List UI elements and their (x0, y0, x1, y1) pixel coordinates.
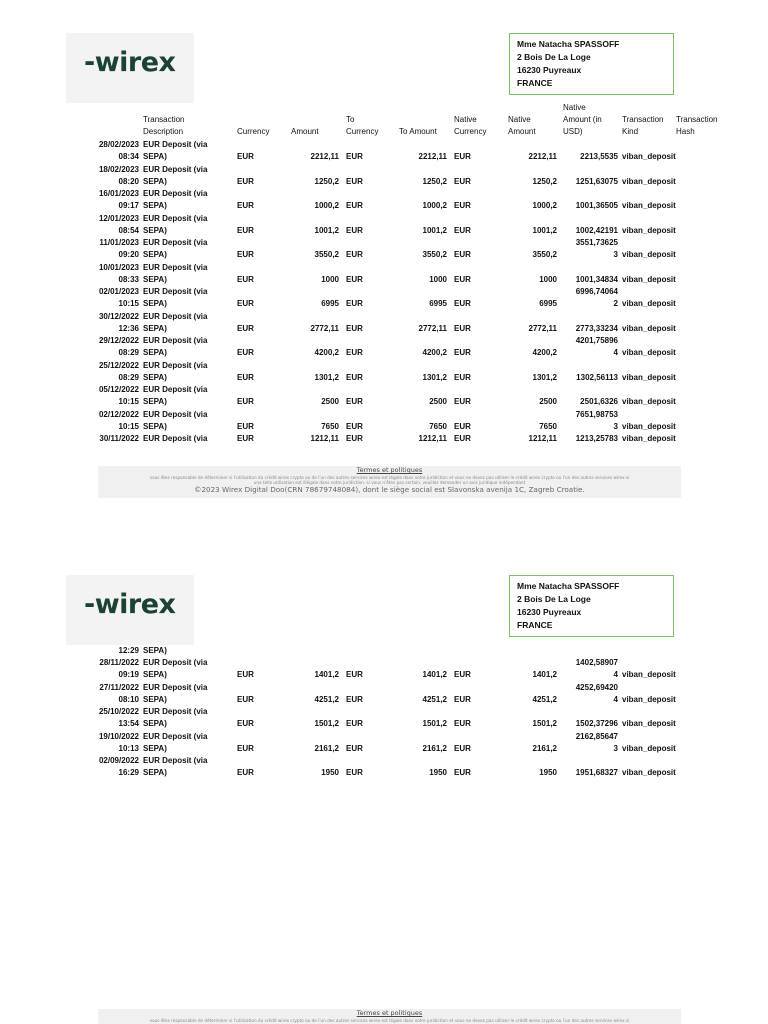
row-time: 09:20 (118, 250, 139, 259)
row-to-amount: 1301,2 (422, 372, 447, 382)
row-currency: EUR (237, 348, 254, 357)
row-to-amount: 1000 (429, 274, 447, 284)
row-native-usd-cont: 1002,42191 (575, 225, 618, 235)
header-native-currency-line1: Native (454, 115, 477, 124)
row-amount: 2161,2 (314, 743, 339, 753)
disclaimer-line1-page2: vous êtes responsable de déterminer si l'utilisation du crédit wirex crypto ou de l'un des autres services wirex est légale dans votre juridiction et vous ne devez pas utiliser le crédit wirex crypto ou l'un des autres services wirex si (149, 1018, 630, 1023)
row-native-currency: EUR (454, 176, 471, 186)
row-native-usd-cont: 2773,33234 (575, 323, 618, 333)
row-kind: viban_deposit (622, 225, 676, 235)
row-time: 10:15 (118, 397, 139, 406)
row-description: EUR Deposit (via (143, 311, 208, 321)
row-to-amount: 7650 (429, 421, 447, 431)
row-description-cont: SEPA) (143, 152, 167, 161)
continued-time: 12:29 (118, 646, 139, 655)
row-to-amount: 1401,2 (422, 670, 447, 679)
row-description-cont: SEPA) (143, 299, 167, 308)
row-native-amount: 6995 (539, 299, 557, 308)
row-to-currency: EUR (346, 152, 363, 161)
row-native-currency: EUR (454, 299, 471, 308)
row-native-usd: 1402,58907 (575, 658, 618, 667)
row-time: 08:33 (118, 274, 139, 284)
row-native-amount: 3550,2 (532, 250, 557, 259)
table-row (83, 657, 768, 682)
row-kind: viban_deposit (622, 694, 676, 704)
row-native-amount: 1000 (539, 274, 557, 284)
row-native-amount: 1950 (539, 768, 557, 777)
row-description: EUR Deposit (via (143, 756, 208, 765)
row-description: EUR Deposit (via (143, 262, 208, 272)
row-currency: EUR (237, 323, 254, 333)
row-description-cont: SEPA) (143, 743, 167, 753)
row-description-cont: SEPA) (143, 421, 167, 431)
row-native-amount: 2212,11 (528, 152, 557, 161)
header-description-line2: Description (143, 127, 184, 136)
row-currency: EUR (237, 397, 254, 406)
row-to-amount: 1501,2 (422, 719, 447, 728)
row-native-amount: 1401,2 (532, 670, 557, 679)
row-date: 02/09/2022 (98, 756, 139, 765)
table-row (83, 164, 768, 189)
row-native-usd-cont: 2 (613, 299, 618, 308)
table-row (83, 213, 768, 238)
row-description: EUR Deposit (via (143, 336, 208, 345)
row-native-usd-cont: 1001,36505 (575, 201, 618, 210)
row-native-currency: EUR (454, 434, 471, 443)
row-native-usd-cont: 4 (613, 348, 618, 357)
row-native-currency: EUR (454, 768, 471, 777)
row-description: EUR Deposit (via (143, 360, 208, 370)
row-description-cont: SEPA) (143, 348, 167, 357)
row-currency: EUR (237, 670, 254, 679)
row-time: 13:54 (118, 719, 139, 728)
row-to-amount: 4251,2 (422, 694, 447, 704)
row-native-currency: EUR (454, 225, 471, 235)
row-native-amount: 1212,11 (528, 434, 557, 443)
row-native-currency: EUR (454, 719, 471, 728)
row-date: 12/01/2023 (98, 213, 139, 223)
row-amount: 4251,2 (314, 694, 339, 704)
row-native-amount: 1301,2 (532, 372, 557, 382)
row-description: EUR Deposit (via (143, 682, 208, 692)
row-to-amount: 2500 (429, 397, 447, 406)
row-description: EUR Deposit (via (143, 213, 208, 223)
row-time: 10:13 (118, 743, 139, 753)
row-to-amount: 3550,2 (422, 250, 447, 259)
row-native-currency: EUR (454, 201, 471, 210)
row-to-amount: 2212,11 (418, 152, 447, 161)
transactions-table (83, 102, 743, 452)
table-row (83, 706, 768, 731)
row-amount: 1950 (321, 768, 339, 777)
row-date: 18/02/2023 (98, 164, 139, 174)
row-kind: viban_deposit (622, 421, 676, 431)
row-to-amount: 4200,2 (422, 348, 447, 357)
row-kind: viban_deposit (622, 670, 676, 679)
row-date: 16/01/2023 (98, 189, 139, 198)
row-date: 27/11/2022 (99, 682, 139, 692)
wirex-logo-page2: -wirex (84, 589, 176, 620)
row-currency: EUR (237, 152, 254, 161)
header-to-currency-line1: To (346, 115, 355, 124)
table-row (83, 139, 768, 164)
row-native-amount: 4200,2 (532, 348, 557, 357)
row-native-currency: EUR (454, 421, 471, 431)
row-native-usd-cont: 4 (613, 670, 618, 679)
row-native-usd: 2162,85647 (575, 731, 618, 741)
row-amount: 2212,11 (310, 152, 339, 161)
row-description-cont: SEPA) (143, 670, 167, 679)
row-currency: EUR (237, 743, 254, 753)
header-native-amount-line1: Native (508, 115, 531, 124)
row-native-usd-cont: 1502,37296 (575, 719, 618, 728)
row-native-usd: 3551,73625 (575, 238, 618, 247)
row-to-currency: EUR (346, 719, 363, 728)
row-date: 19/10/2022 (98, 731, 139, 741)
row-date: 05/12/2022 (98, 385, 139, 394)
row-native-usd-cont: 4 (613, 694, 618, 704)
header-native-usd-line3: USD) (563, 127, 583, 136)
row-currency: EUR (237, 299, 254, 308)
row-to-currency: EUR (346, 348, 363, 357)
row-native-amount: 2500 (539, 397, 557, 406)
row-to-currency: EUR (346, 743, 363, 753)
row-date: 30/12/2022 (98, 311, 139, 321)
table-row (83, 409, 768, 434)
row-native-usd: 7651,98753 (575, 409, 618, 419)
disclaimer-line2: une telle utilisation est illégale dans votre juridiction. si vous n'êtes pas certain, veuillez demander un avis juridique indépendant (253, 480, 526, 485)
row-native-currency: EUR (454, 372, 471, 382)
row-currency: EUR (237, 274, 254, 284)
row-to-currency: EUR (346, 372, 363, 382)
row-amount: 1401,2 (314, 670, 339, 679)
row-to-currency: EUR (346, 670, 363, 679)
recipient-city: 16230 Puyreaux (517, 607, 582, 617)
recipient-city: 16230 Puyreaux (517, 65, 582, 75)
row-date: 10/01/2023 (98, 262, 139, 272)
header-hash-line1: Transaction (676, 115, 718, 124)
row-date: 02/12/2022 (98, 409, 139, 419)
table-row (83, 731, 768, 756)
header-to-currency-line2: Currency (346, 127, 379, 136)
table-row (83, 384, 768, 409)
row-native-usd: 4201,75896 (575, 336, 618, 345)
row-native-usd-cont: 1302,56113 (576, 372, 618, 382)
row-date: 11/01/2023 (99, 238, 139, 247)
table-row (83, 286, 768, 311)
row-native-amount: 1000,2 (532, 201, 557, 210)
row-to-amount: 1950 (429, 768, 447, 777)
row-date: 02/01/2023 (98, 287, 139, 296)
header-to-amount: To Amount (399, 127, 437, 136)
row-native-currency: EUR (454, 670, 471, 679)
row-currency: EUR (237, 694, 254, 704)
row-description: EUR Deposit (via (143, 287, 208, 296)
row-time: 08:34 (118, 152, 139, 161)
row-native-amount: 1501,2 (532, 719, 557, 728)
recipient-country: FRANCE (517, 78, 553, 88)
row-description-cont: SEPA) (143, 719, 167, 728)
row-description-cont: SEPA) (143, 176, 167, 186)
row-native-usd: 1213,25783 (575, 434, 618, 443)
row-description: EUR Deposit (via (143, 731, 208, 741)
row-kind: viban_deposit (622, 201, 676, 210)
row-date: 30/11/2022 (99, 434, 139, 443)
row-to-currency: EUR (346, 434, 363, 443)
row-kind: viban_deposit (622, 323, 676, 333)
row-to-currency: EUR (346, 299, 363, 308)
row-time: 10:15 (118, 421, 139, 431)
recipient-address-box-page2 (509, 575, 674, 637)
row-description: EUR Deposit (via (143, 238, 208, 247)
row-currency: EUR (237, 176, 254, 186)
row-amount: 3550,2 (314, 250, 339, 259)
row-description: EUR Deposit (via (143, 140, 208, 149)
row-currency: EUR (237, 434, 254, 443)
row-currency: EUR (237, 201, 254, 210)
row-to-amount: 2772,11 (418, 323, 447, 333)
row-time: 09:19 (118, 670, 139, 679)
row-kind: viban_deposit (622, 768, 676, 777)
recipient-country: FRANCE (517, 620, 553, 630)
row-native-currency: EUR (454, 397, 471, 406)
wirex-logo-box (66, 33, 194, 103)
terms-link-page2[interactable]: Termes et politiques (356, 1009, 423, 1017)
row-description: EUR Deposit (via (143, 409, 208, 419)
row-amount: 1001,2 (314, 225, 339, 235)
row-native-currency: EUR (454, 274, 471, 284)
row-kind: viban_deposit (622, 348, 676, 357)
recipient-street: 2 Bois De La Loge (517, 52, 591, 62)
recipient-address-box (509, 33, 674, 95)
row-amount: 2500 (321, 397, 339, 406)
row-time: 16:29 (118, 768, 139, 777)
row-kind: viban_deposit (622, 743, 676, 753)
row-description: EUR Deposit (via (143, 385, 208, 394)
row-kind: viban_deposit (622, 274, 676, 284)
row-native-currency: EUR (454, 694, 471, 704)
row-to-amount: 1250,2 (422, 176, 447, 186)
header-description-line1: Transaction (143, 115, 185, 124)
row-amount: 4200,2 (314, 348, 339, 357)
row-description: EUR Deposit (via (143, 707, 208, 716)
row-description-cont: SEPA) (143, 225, 167, 235)
row-native-usd-cont: 2213,5535 (580, 152, 618, 161)
header-kind-line2: Kind (622, 127, 639, 136)
row-amount: 6995 (321, 299, 339, 308)
recipient-name: Mme Natacha SPASSOFF (517, 39, 620, 49)
row-native-amount: 2772,11 (528, 323, 557, 333)
row-native-usd-cont: 3 (613, 743, 618, 753)
row-date: 28/11/2022 (99, 658, 139, 667)
row-native-usd-cont: 3 (613, 421, 618, 431)
row-time: 10:15 (118, 299, 139, 308)
row-time: 08:54 (118, 225, 139, 235)
row-description-cont: SEPA) (143, 694, 167, 704)
row-native-currency: EUR (454, 743, 471, 753)
row-native-usd: 6996,74064 (575, 287, 618, 296)
row-kind: viban_deposit (622, 250, 676, 259)
table-row (83, 755, 768, 780)
row-native-usd-cont: 1951,68327 (575, 768, 618, 777)
row-to-amount: 1001,2 (422, 225, 447, 235)
row-currency: EUR (237, 250, 254, 259)
row-kind: viban_deposit (622, 719, 676, 728)
row-kind: viban_deposit (622, 397, 676, 406)
header-native-usd-line1: Native (563, 103, 586, 112)
row-to-currency: EUR (346, 397, 363, 406)
row-native-amount: 1250,2 (532, 176, 557, 186)
row-to-currency: EUR (346, 421, 363, 431)
row-amount: 1301,2 (314, 372, 339, 382)
row-native-usd-cont: 1001,34834 (575, 274, 618, 284)
header-hash-line2: Hash (676, 127, 695, 136)
row-native-amount: 2161,2 (532, 743, 557, 753)
row-to-amount: 2161,2 (422, 743, 447, 753)
row-currency: EUR (237, 719, 254, 728)
table-row (83, 433, 768, 458)
row-amount: 1250,2 (314, 176, 339, 186)
row-amount: 7650 (321, 421, 339, 431)
table-row (83, 682, 768, 707)
header-native-currency-line2: Currency (454, 127, 487, 136)
row-native-amount: 4251,2 (532, 694, 557, 704)
row-description: EUR Deposit (via (143, 189, 208, 198)
row-native-amount: 1001,2 (532, 225, 557, 235)
row-native-usd-cont: 1251,63075 (575, 176, 618, 186)
row-amount: 2772,11 (310, 323, 339, 333)
row-description-cont: SEPA) (143, 768, 167, 777)
page2-footer (98, 1009, 681, 1024)
row-time: 08:29 (118, 348, 139, 357)
row-kind: viban_deposit (622, 176, 676, 186)
row-time: 12:36 (118, 323, 139, 333)
row-currency: EUR (237, 768, 254, 777)
row-amount: 1501,2 (314, 719, 339, 728)
page1-footer (98, 466, 681, 498)
row-native-currency: EUR (454, 323, 471, 333)
row-amount: 1000,2 (314, 201, 339, 210)
row-description-cont: SEPA) (143, 397, 167, 406)
row-description-cont: SEPA) (143, 274, 167, 284)
wirex-logo-box-page2 (66, 575, 194, 645)
table-row (83, 237, 768, 262)
row-date: 28/02/2023 (98, 140, 139, 149)
row-date: 25/12/2022 (98, 360, 139, 370)
row-to-currency: EUR (346, 694, 363, 704)
row-time: 08:29 (118, 372, 139, 382)
row-description-cont: SEPA) (143, 250, 167, 259)
header-amount: Amount (291, 127, 319, 136)
row-kind: viban_deposit (622, 152, 676, 161)
recipient-street: 2 Bois De La Loge (517, 594, 591, 604)
row-description: EUR Deposit (via (143, 658, 208, 667)
row-description: EUR Deposit (via (143, 164, 208, 174)
row-date: 29/12/2022 (98, 336, 139, 345)
header-currency: Currency (237, 127, 270, 136)
row-time: 09:17 (118, 201, 139, 210)
row-time: 08:10 (118, 694, 139, 704)
table-row (83, 360, 768, 385)
header-native-usd-line2: Amount (in (563, 115, 602, 124)
row-kind: viban_deposit (622, 434, 676, 443)
row-native-usd-cont: 3 (613, 250, 618, 259)
row-amount: 1000 (321, 274, 339, 284)
row-native-amount: 7650 (539, 421, 557, 431)
row-to-currency: EUR (346, 176, 363, 186)
row-currency: EUR (237, 421, 254, 431)
row-native-currency: EUR (454, 348, 471, 357)
row-to-currency: EUR (346, 225, 363, 235)
row-time: 08:20 (118, 176, 139, 186)
table-row (83, 188, 768, 213)
terms-link[interactable]: Termes et politiques (356, 466, 423, 474)
row-currency: EUR (237, 372, 254, 382)
row-description-cont: SEPA) (143, 201, 167, 210)
row-native-usd: 4252,69420 (575, 682, 618, 692)
row-to-currency: EUR (346, 250, 363, 259)
row-amount: 1212,11 (310, 434, 339, 443)
row-kind: viban_deposit (622, 299, 676, 308)
row-to-amount: 1212,11 (418, 434, 447, 443)
table-row (83, 262, 768, 287)
row-currency: EUR (237, 225, 254, 235)
row-description-cont: SEPA) (143, 372, 167, 382)
recipient-name: Mme Natacha SPASSOFF (517, 581, 620, 591)
row-to-currency: EUR (346, 768, 363, 777)
header-kind-line1: Transaction (622, 115, 664, 124)
row-native-currency: EUR (454, 152, 471, 161)
row-native-usd-cont: 2501,6326 (580, 397, 618, 406)
row-to-amount: 1000,2 (422, 201, 447, 210)
row-to-currency: EUR (346, 201, 363, 210)
header-native-amount-line2: Amount (508, 127, 536, 136)
table-row (83, 311, 768, 336)
row-description-cont: SEPA) (143, 323, 167, 333)
row-date: 25/10/2022 (98, 707, 139, 716)
disclaimer-line1: vous êtes responsable de déterminer si l'utilisation du crédit wirex crypto ou de l'un des autres services wirex est légale dans votre juridiction et vous ne devez pas utiliser le crédit wirex crypto ou l'un des autres services wirex si (149, 475, 630, 480)
copyright: ©2023 Wirex Digital Doo(CRN 78679748084), dont le siège social est Slavonska avenija 1C, Zagreb Croatie. (194, 485, 585, 494)
row-kind: viban_deposit (622, 372, 676, 382)
wirex-logo: -wirex (84, 47, 176, 78)
row-to-amount: 6995 (429, 299, 447, 308)
row-description: EUR Deposit (via (143, 434, 208, 443)
row-to-currency: EUR (346, 323, 363, 333)
row-native-currency: EUR (454, 250, 471, 259)
row-to-currency: EUR (346, 274, 363, 284)
transactions-table-page2 (83, 645, 743, 785)
table-row (83, 335, 768, 360)
continued-description: SEPA) (143, 646, 167, 655)
